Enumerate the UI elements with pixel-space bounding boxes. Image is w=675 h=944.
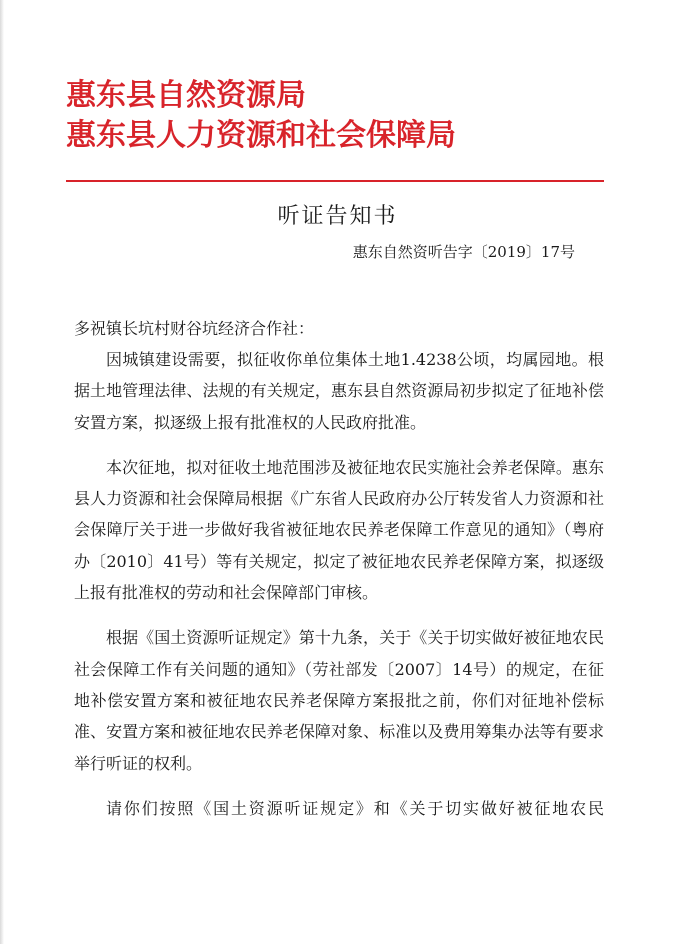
letterhead-char: 自 bbox=[156, 78, 186, 113]
letterhead-char: 资 bbox=[216, 78, 246, 113]
org-name-natural-resources bbox=[66, 76, 306, 116]
document-number: 惠东自然资听告字〔2019〕17号 bbox=[352, 243, 575, 261]
letterhead-char: 源 bbox=[246, 118, 276, 153]
letterhead-char: 障 bbox=[396, 118, 426, 153]
letterhead-char: 和 bbox=[276, 118, 306, 153]
letterhead-char: 惠 bbox=[66, 118, 96, 153]
letterhead-char: 社 bbox=[306, 118, 336, 153]
recipient: 多祝镇长坑村财谷坑经济合作社： bbox=[74, 319, 315, 338]
paragraph: 根据《国土资源听证规定》第十九条，关于《关于切实做好被征地农民社会保障工作有关问题的通知》（劳社部发〔2007〕14号）的规定，在征地补偿安置方案和被征地农民养老保障方案报批之前，你们对征地补偿标准、安置方案和被征地农民养老保障对象、标准以及费用筹集办法等有要求举行听证的权利。 bbox=[74, 628, 604, 773]
body-text bbox=[74, 344, 604, 838]
document-title: 听证告知书 bbox=[277, 204, 398, 229]
letterhead-char: 力 bbox=[186, 118, 216, 153]
letterhead-char: 惠 bbox=[66, 78, 96, 113]
letterhead-char: 人 bbox=[156, 118, 186, 153]
paragraph: 本次征地，拟对征收土地范围涉及被征地农民实施社会养老保障。惠东县人力资源和社会保障局根据《广东省人民政府办公厅转发省人力资源和社会保障厅关于进一步做好我省被征地农民养老保障工作意见的通知》（粤府办〔2010〕41号）等有关规定，拟定了被征地农民养老保障方案，拟逐级上报有批准权的劳动和社会保障部门审核。 bbox=[74, 457, 604, 603]
letterhead-char: 县 bbox=[126, 78, 156, 113]
letterhead-char: 会 bbox=[336, 118, 366, 153]
letterhead-char: 局 bbox=[426, 118, 456, 153]
letterhead-char: 县 bbox=[126, 118, 156, 153]
letterhead-char: 资 bbox=[216, 118, 246, 153]
letterhead-char: 局 bbox=[276, 78, 306, 113]
letterhead-char: 东 bbox=[96, 118, 126, 153]
paragraph: 因城镇建设需要，拟征收你单位集体土地1.4238公顷，均属园地。根据土地管理法律、法规的有关规定，惠东县自然资源局初步拟定了征地补偿安置方案，拟逐级上报有批准权的人民政府批准。 bbox=[74, 350, 604, 432]
red-divider-line bbox=[66, 180, 604, 182]
letterhead-char: 东 bbox=[96, 78, 126, 113]
paragraph: 请你们按照《国土资源听证规定》和《关于切实做好被征地农民 bbox=[106, 798, 604, 818]
org-name-human-resources bbox=[66, 116, 456, 156]
letterhead-char: 源 bbox=[246, 78, 276, 113]
letterhead-char: 保 bbox=[366, 118, 396, 153]
scan-edge bbox=[0, 0, 4, 944]
letterhead-char: 然 bbox=[186, 78, 216, 113]
